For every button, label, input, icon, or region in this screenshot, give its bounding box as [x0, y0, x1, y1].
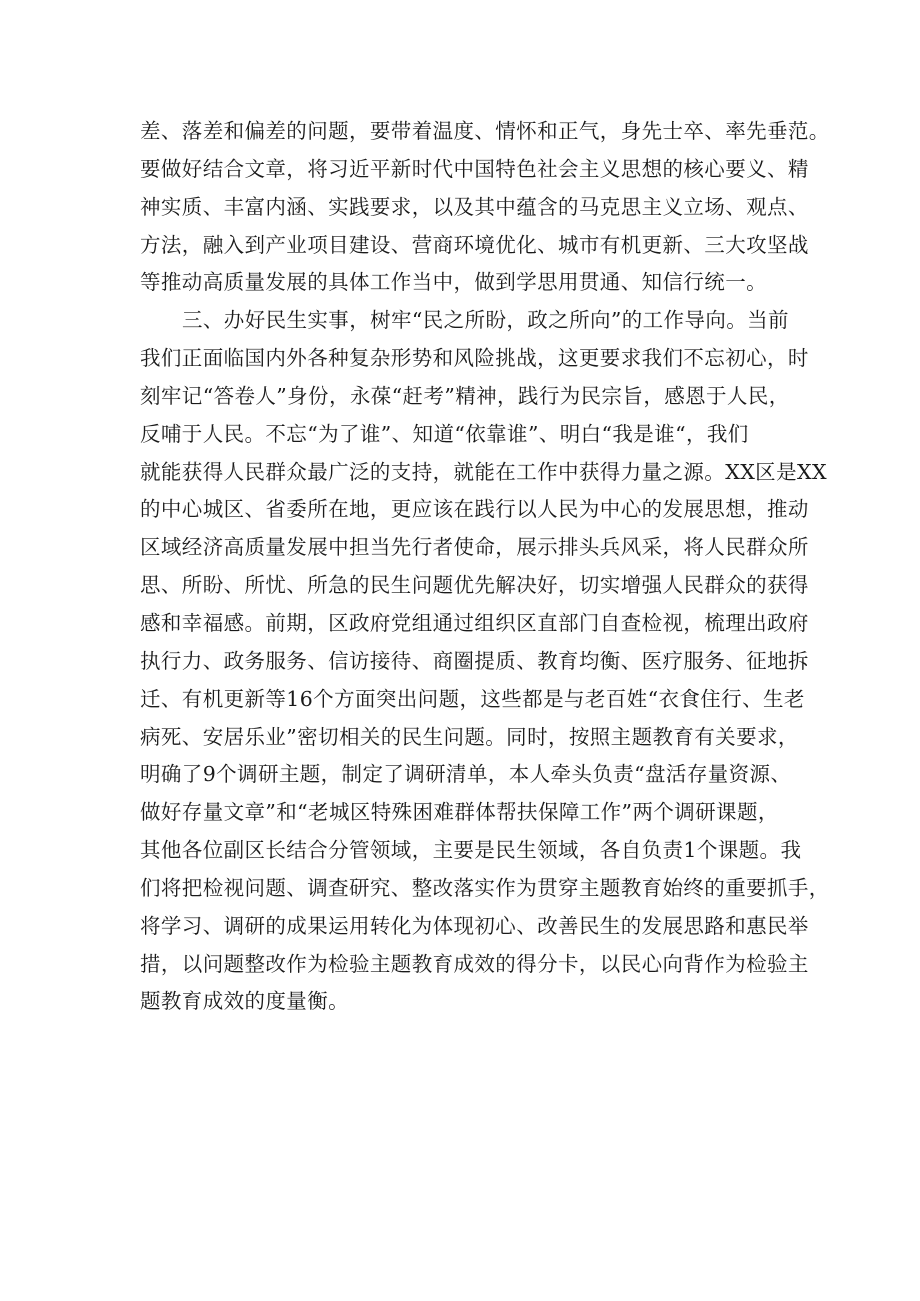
text-line: 将学习、调研的成果运用转化为体现初心、改善民生的发展思路和惠民举 [140, 913, 809, 938]
text-line: 等推动高质量发展的具体工作当中，做到学思用贯通、知信行统一。 [140, 270, 767, 295]
text-line: 们将把检视问题、调查研究、整改落实作为贯穿主题教育始终的重要抓手， [140, 875, 830, 900]
text-line: 就能获得人民群众最广泛的支持，就能在工作中获得力量之源。XX区是XX [140, 459, 827, 484]
text-line: 的中心城区、省委所在地，更应该在践行以人民为中心的发展思想，推动 [140, 497, 809, 522]
text-line: 题教育成效的度量衡。 [140, 989, 349, 1014]
text-line: 神实质、丰富内涵、实践要求，以及其中蕴含的马克思主义立场、观点、 [140, 194, 809, 219]
text-line: 我们正面临国内外各种复杂形势和风险挑战，这更要求我们不忘初心，时 [140, 346, 809, 371]
text-line: 其他各位副区长结合分管领域，主要是民生领域，各自负责1个课题。我 [140, 838, 802, 863]
text-line: 明确了9个调研主题，制定了调研清单，本人牵头负责“盘活存量资源、 [140, 762, 792, 787]
text-line: 病死、安居乐业”密切相关的民生问题。同时，按照主题教育有关要求， [140, 724, 799, 749]
text-line: 要做好结合文章，将习近平新时代中国特色社会主义思想的核心要义、精 [140, 156, 809, 181]
text-line: 差、落差和偏差的问题，要带着温度、情怀和正气，身先士卒、率先垂范。 [140, 119, 830, 143]
text-line: 刻牢记“答卷人”身份，永葆“赶考”精神，践行为民宗旨，感恩于人民， [140, 383, 790, 408]
text-line: 反哺于人民。不忘“为了谁”、知道“依靠谁”、明白“我是谁“，我们 [140, 421, 749, 446]
text-line: 区域经济高质量发展中担当先行者使命，展示排头兵风采，将人民群众所 [140, 535, 809, 560]
text-line: 迁、有机更新等16个方面突出问题，这些都是与老百姓“衣食住行、生老 [140, 686, 805, 711]
text-line: 感和幸福感。前期，区政府党组通过组织区直部门自查检视，梳理出政府 [140, 610, 809, 635]
text-line: 方法，融入到产业项目建设、营商环境优化、城市有机更新、三大攻坚战 [140, 232, 809, 257]
text-line: 执行力、政务服务、信访接待、商圈提质、教育均衡、医疗服务、征地拆 [140, 648, 809, 673]
text-line: 做好存量文章”和“老城区特殊困难群体帮扶保障工作”两个调研课题， [140, 800, 779, 825]
text-line: 思、所盼、所忧、所急的民生问题优先解决好，切实增强人民群众的获得 [140, 573, 809, 598]
section-three-heading-line: 三、办好民生实事，树牢“民之所盼，政之所向”的工作导向。当前 [182, 308, 789, 333]
body-text [140, 113, 830, 1021]
text-line: 措，以问题整改作为检验主题教育成效的得分卡，以民心向背作为检验主 [140, 951, 809, 976]
